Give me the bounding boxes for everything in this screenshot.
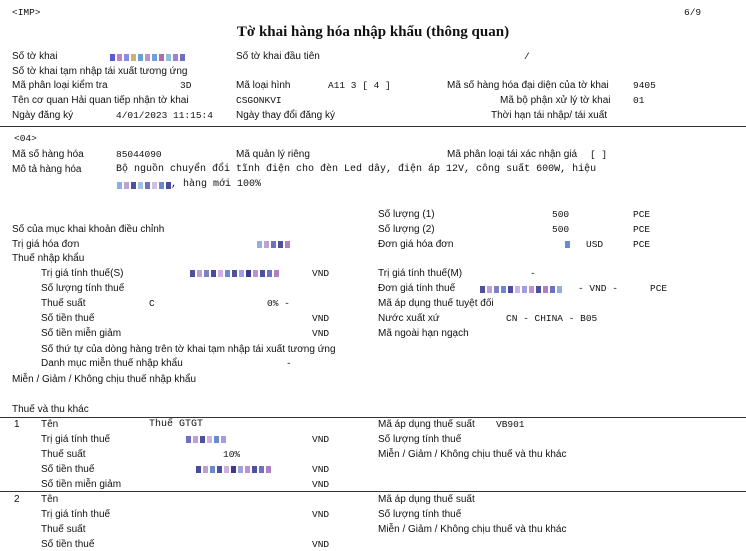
customs-office-value: CSGONKVI bbox=[236, 95, 282, 106]
quantity-1-label: Số lượng (1) bbox=[378, 209, 435, 220]
tax-amount-label: Số tiền thuế bbox=[41, 464, 95, 475]
tax-rate-value: 0% - bbox=[267, 298, 290, 309]
page-number: 6/9 bbox=[684, 7, 702, 18]
tax-rate-class: C bbox=[149, 298, 155, 309]
redacted-tax-base bbox=[186, 436, 228, 443]
tax-amount-label: Số tiền thuế bbox=[41, 539, 95, 550]
redacted-unit-price bbox=[565, 241, 572, 248]
taxable-quantity-label: Số lượng tính thuế bbox=[41, 283, 125, 294]
tax-rate-code-label: Mã áp dụng thuế suất bbox=[378, 419, 475, 430]
tax-rate-code-value: VB901 bbox=[496, 419, 525, 430]
quantity-1-value: 500 bbox=[552, 209, 570, 220]
inspection-class-label: Mã phân loại kiểm tra bbox=[12, 80, 108, 91]
customs-office-label: Tên cơ quan Hải quan tiếp nhận tờ khai bbox=[12, 95, 189, 106]
invoice-value-label: Trị giá hóa đơn bbox=[12, 239, 80, 250]
description-line1: Bộ nguồn chuyển đổi tĩnh điện cho đèn Led dây, điện áp 12V, công suất 600W, hiệu bbox=[116, 164, 597, 175]
quantity-2-label: Số lượng (2) bbox=[378, 224, 435, 235]
adjustment-item-label: Số của mục khai khoản điều chỉnh bbox=[12, 224, 165, 235]
taxable-unit-price-currency: - VND - bbox=[578, 283, 618, 294]
item-index: <04> bbox=[14, 133, 37, 144]
tax-quantity-label: Số lượng tính thuế bbox=[378, 509, 462, 520]
tax-base-label: Trị giá tính thuế bbox=[41, 434, 111, 445]
tax-exemption-list-label: Danh mục miễn thuế nhập khẩu bbox=[41, 358, 183, 369]
redacted-description bbox=[117, 182, 173, 189]
other-taxes-heading: Thuế và thu khác bbox=[12, 404, 89, 415]
temp-import-line-label: Số thứ tự của dòng hàng trên tờ khai tạm nhập tái xuất tương ứng bbox=[41, 344, 336, 355]
tax-row-number: 2 bbox=[14, 494, 20, 505]
first-declaration-label: Số tờ khai đầu tiên bbox=[236, 51, 320, 62]
tax-name-label: Tên bbox=[41, 494, 59, 505]
absolute-tax-code-label: Mã áp dụng thuế tuyệt đối bbox=[378, 298, 494, 309]
taxable-unit-price-label: Đơn giá tính thuế bbox=[378, 283, 456, 294]
price-reconfirm-value: [ ] bbox=[590, 149, 608, 160]
quantity-2-unit: PCE bbox=[633, 224, 651, 235]
other-tax-exemption-label: Miễn / Giảm / Không chịu thuế và thu khác bbox=[378, 449, 567, 460]
tax-rate-code-label: Mã áp dụng thuế suất bbox=[378, 494, 475, 505]
out-of-quota-label: Mã ngoài hạn ngạch bbox=[378, 328, 469, 339]
exemption-amount-unit: VND bbox=[312, 479, 330, 490]
tax-row-divider bbox=[0, 491, 746, 492]
redacted-invoice-value bbox=[257, 241, 292, 248]
tax-rate-label: Thuế suất bbox=[41, 298, 86, 309]
first-declaration-value: / bbox=[524, 51, 530, 62]
redacted-taxable-unit-price bbox=[480, 286, 564, 293]
tax-name-value: Thuế GTGT bbox=[149, 419, 204, 430]
tax-quantity-label: Số lượng tính thuế bbox=[378, 434, 462, 445]
tax-amount-unit: VND bbox=[312, 464, 330, 475]
import-tax-label: Thuế nhập khẩu bbox=[12, 253, 85, 264]
tax-base-unit: VND bbox=[312, 434, 330, 445]
country-of-origin-label: Nước xuất xứ bbox=[378, 313, 440, 324]
redacted-tax-amount bbox=[196, 466, 273, 473]
tax-amount-label: Số tiền thuế bbox=[41, 313, 95, 324]
tax-exemption-list-value: - bbox=[286, 358, 292, 369]
tax-amount-unit: VND bbox=[312, 539, 330, 550]
processing-unit-label: Mã bộ phận xử lý tờ khai bbox=[500, 95, 611, 106]
tax-base-label: Trị giá tính thuế bbox=[41, 509, 111, 520]
taxable-value-s-label: Trị giá tính thuế(S) bbox=[41, 268, 124, 279]
representative-hs-label: Mã số hàng hóa đại diện của tờ khai bbox=[447, 80, 609, 91]
quantity-1-unit: PCE bbox=[633, 209, 651, 220]
invoice-unit-price-label: Đơn giá hóa đơn bbox=[378, 239, 454, 250]
special-management-label: Mã quản lý riêng bbox=[236, 149, 310, 160]
tax-rate-label: Thuế suất bbox=[41, 524, 86, 535]
form-code: <IMP> bbox=[12, 7, 41, 18]
hs-code-label: Mã số hàng hóa bbox=[12, 149, 84, 160]
tax-amount-unit: VND bbox=[312, 313, 330, 324]
exemption-amount-unit: VND bbox=[312, 328, 330, 339]
taxable-unit-price-unit: PCE bbox=[650, 283, 668, 294]
registration-date-label: Ngày đăng ký bbox=[12, 110, 74, 121]
quantity-2-value: 500 bbox=[552, 224, 570, 235]
redacted-taxable-value-s bbox=[190, 270, 281, 277]
exemption-amount-label: Số tiền miễn giảm bbox=[41, 479, 122, 490]
tax-rate-label: Thuế suất bbox=[41, 449, 86, 460]
representative-hs-value: 9405 bbox=[633, 80, 656, 91]
redacted-declaration-number bbox=[110, 54, 187, 61]
registration-date-value: 4/01/2023 11:15:4 bbox=[116, 110, 213, 121]
declaration-number-label: Số tờ khai bbox=[12, 51, 58, 62]
tax-row-number: 1 bbox=[14, 419, 20, 430]
other-tax-exemption-label: Miễn / Giảm / Không chịu thuế và thu khác bbox=[378, 524, 567, 535]
description-line2: , hàng mới 100% bbox=[171, 179, 262, 190]
type-code-value: A11 3 [ 4 ] bbox=[328, 80, 391, 91]
inspection-class-value: 3D bbox=[180, 80, 192, 91]
description-label: Mô tả hàng hóa bbox=[12, 164, 82, 175]
other-taxes-divider bbox=[0, 417, 746, 418]
taxable-value-m-label: Trị giá tính thuế(M) bbox=[378, 268, 463, 279]
tax-base-unit: VND bbox=[312, 509, 330, 520]
tax-rate-value: 10% bbox=[223, 449, 241, 460]
temp-import-declaration-label: Số tờ khai tạm nhập tái xuất tương ứng bbox=[12, 66, 188, 77]
price-reconfirm-label: Mã phân loại tái xác nhận giá bbox=[447, 149, 578, 160]
section-divider bbox=[0, 126, 746, 127]
import-tax-exemption-label: Miễn / Giảm / Không chịu thuế nhập khẩu bbox=[12, 374, 197, 385]
invoice-unit: PCE bbox=[633, 239, 651, 250]
processing-unit-value: 01 bbox=[633, 95, 645, 106]
change-date-label: Ngày thay đổi đăng ký bbox=[236, 110, 335, 121]
tax-name-label: Tên bbox=[41, 419, 59, 430]
exemption-amount-label: Số tiền miễn giảm bbox=[41, 328, 122, 339]
taxable-value-m-value: - bbox=[530, 268, 536, 279]
country-of-origin-value: CN - CHINA - B05 bbox=[506, 313, 598, 324]
type-code-label: Mã loại hình bbox=[236, 80, 291, 91]
vnd-unit: VND bbox=[312, 268, 330, 279]
reexport-deadline-label: Thời hạn tái nhập/ tái xuất bbox=[491, 110, 608, 121]
page-title: Tờ khai hàng hóa nhập khẩu (thông quan) bbox=[236, 24, 510, 40]
invoice-currency: USD bbox=[586, 239, 604, 250]
hs-code-value: 85044090 bbox=[116, 149, 162, 160]
